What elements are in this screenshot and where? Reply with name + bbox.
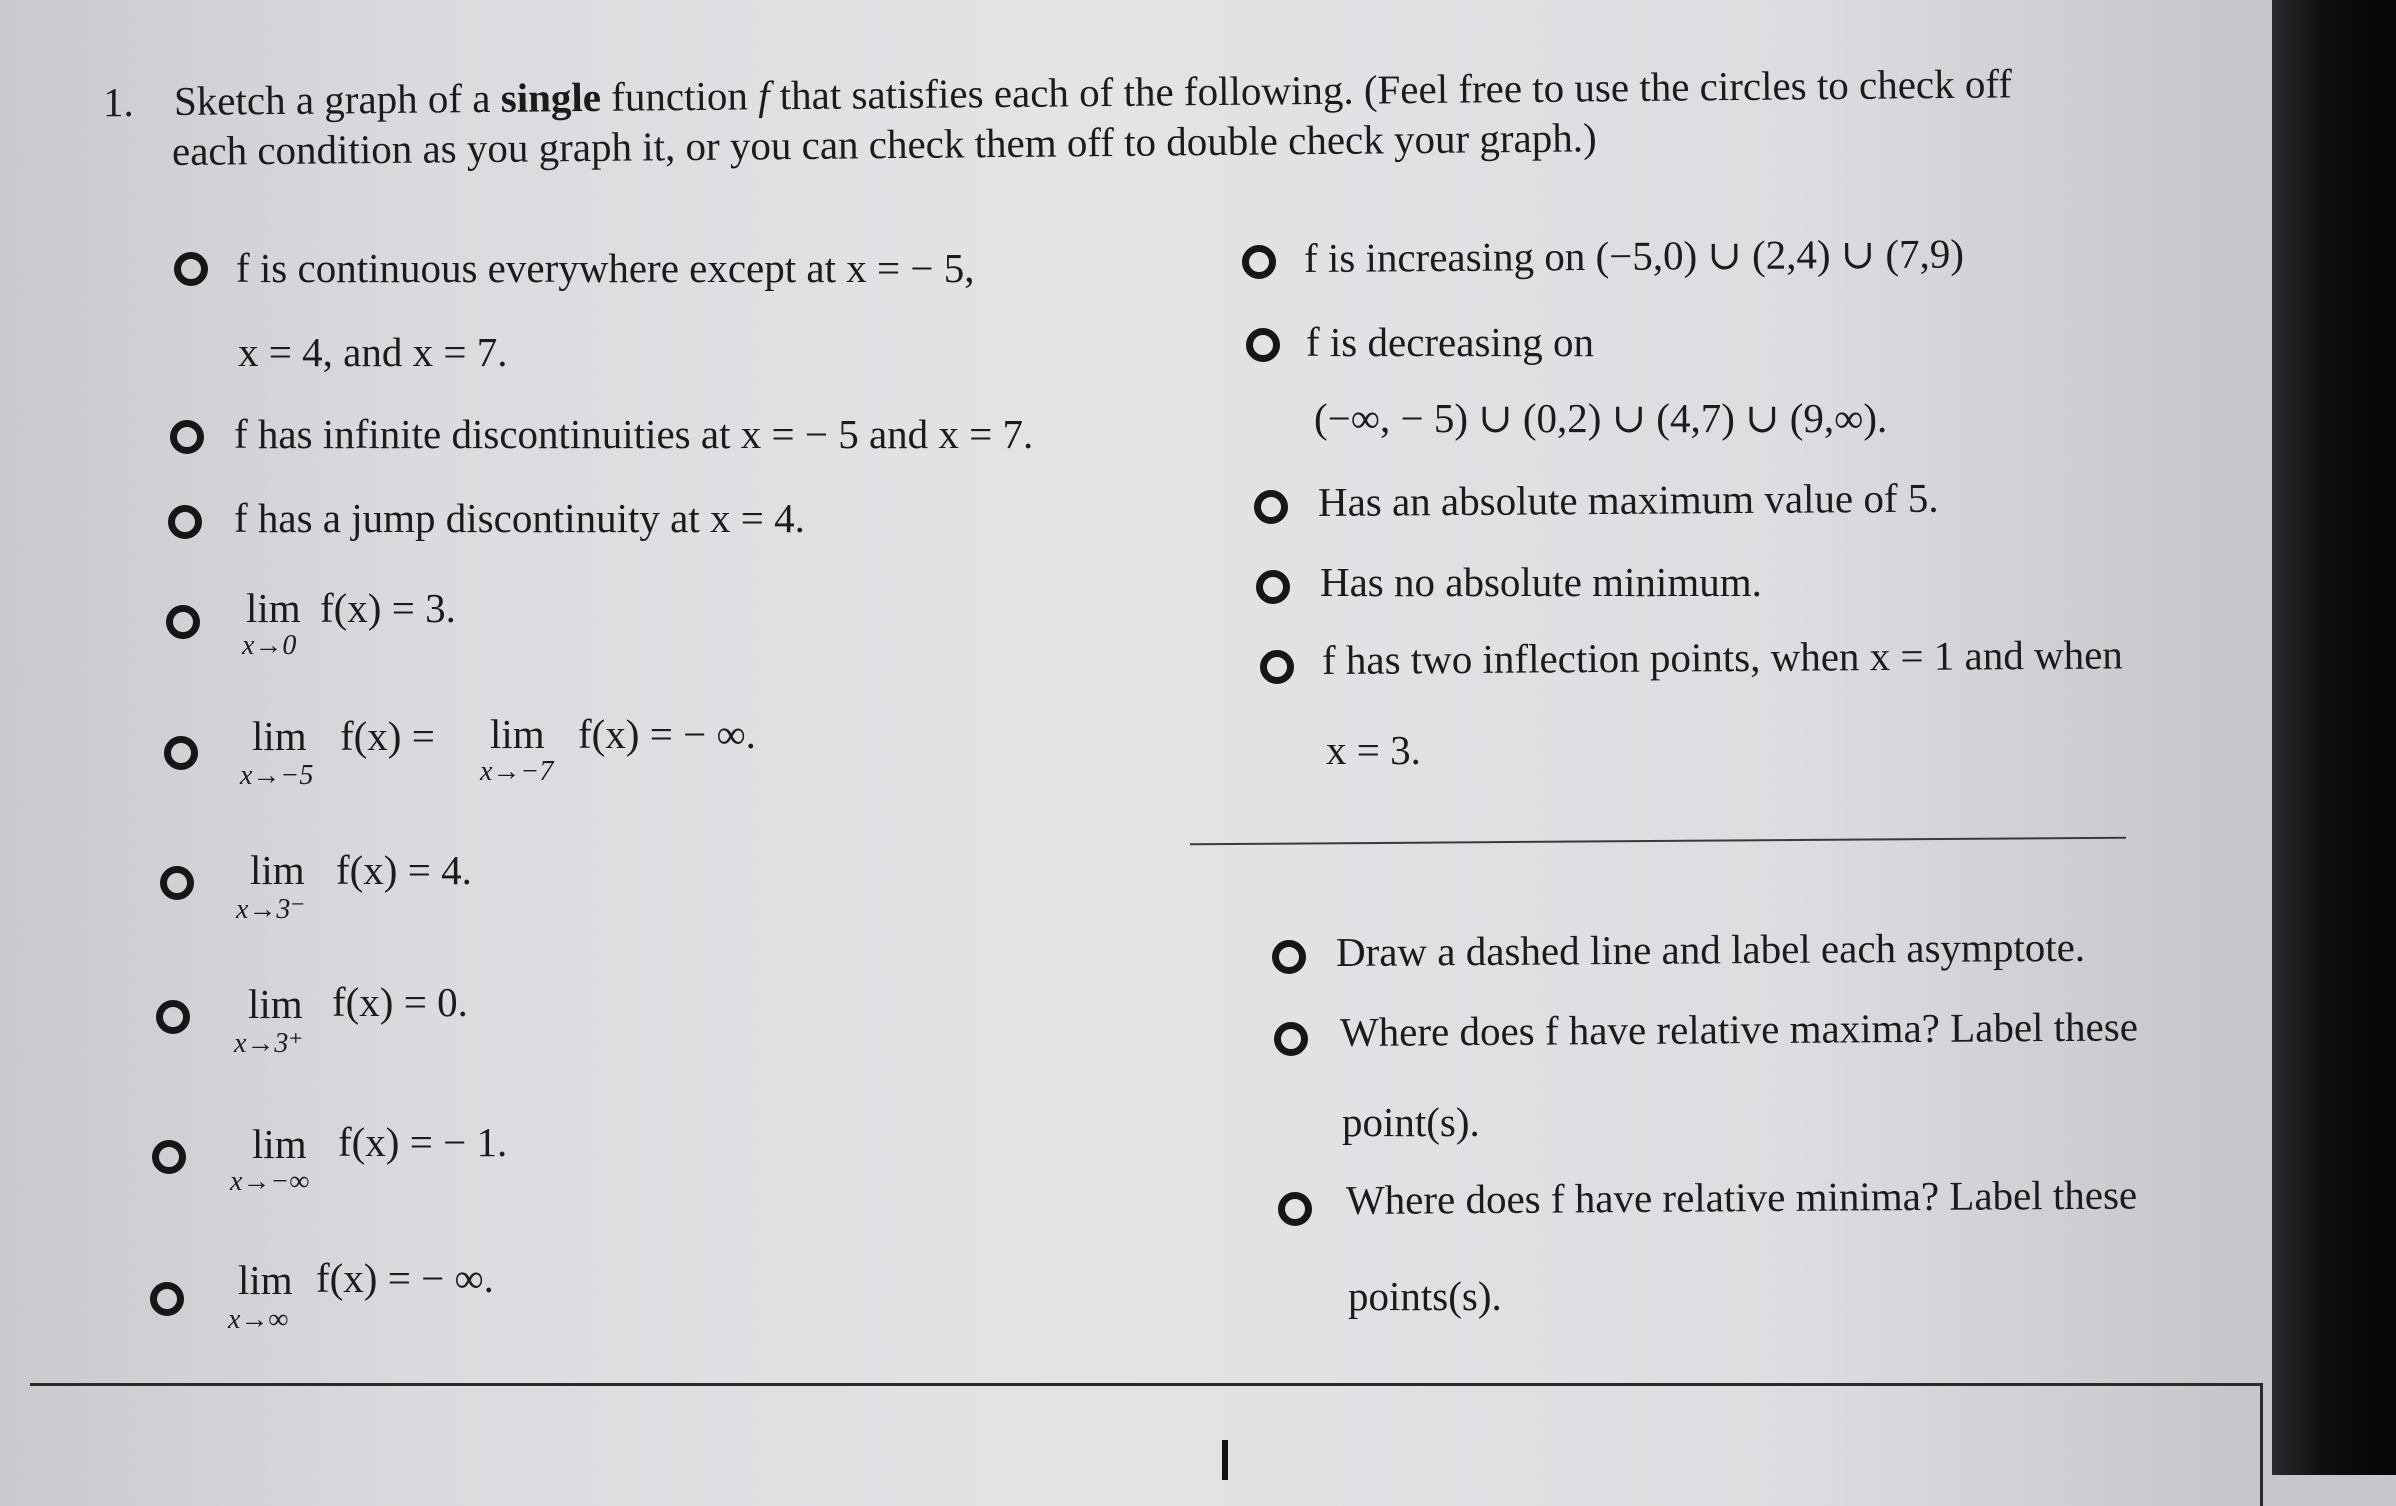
cond-no-abs-min: Has no absolute minimum. [1320, 559, 1762, 605]
check-circle-asymptotes[interactable] [1272, 940, 1306, 974]
limit-word: lim [238, 1257, 293, 1303]
cond-decreasing-line2: (−∞, − 5) ∪ (0,2) ∪ (4,7) ∪ (9,∞). [1314, 395, 1888, 441]
limit-word: lim [248, 981, 303, 1027]
limit-expression: f(x) = 3. [320, 585, 456, 631]
limit-word: lim [246, 585, 301, 631]
check-circle-infinite-disc[interactable] [170, 420, 204, 454]
graph-axis-tick [1222, 1440, 1228, 1480]
check-circle-no-abs-min[interactable] [1256, 570, 1290, 604]
prompt-text-a: Sketch a graph of a [173, 74, 501, 124]
cond-continuous-line2: x = 4, and x = 7. [238, 329, 508, 375]
limit-word: lim [252, 713, 307, 759]
limit-word: lim [252, 1121, 307, 1167]
cond-inflection-line1: f has two inflection points, when x = 1 and when [1321, 631, 2123, 683]
cond-decreasing-line1: f is decreasing on [1306, 319, 1595, 365]
cond-jump-disc: f has a jump discontinuity at x = 4. [234, 495, 805, 541]
question-prompt-line1 [174, 58, 2012, 126]
check-circle-increasing[interactable] [1242, 245, 1276, 279]
check-circle-rel-max[interactable] [1274, 1022, 1308, 1056]
graph-area-border [30, 1383, 2263, 1506]
check-circle-limit-3-minus[interactable] [160, 866, 194, 900]
prompt-text-c: that satisfies each of the following. (Feel free to use the circles to check off [769, 60, 2013, 119]
cond-asymptotes: Draw a dashed line and label each asymptote. [1335, 923, 2086, 975]
check-circle-jump-disc[interactable] [168, 505, 202, 539]
cond-continuous-line1: f is continuous everywhere except at x = − 5, [236, 245, 975, 291]
check-circle-abs-max[interactable] [1254, 490, 1288, 524]
limit-word: lim [250, 847, 305, 893]
limit-expression: f(x) = − ∞. [316, 1255, 494, 1301]
cond-increasing: f is increasing on (−5,0) ∪ (2,4) ∪ (7,9) [1303, 230, 1965, 281]
limit-subscript: x→−∞ [230, 1166, 310, 1197]
check-circle-limit-pos-inf[interactable] [150, 1282, 184, 1316]
cond-inflection-line2: x = 3. [1326, 727, 1421, 773]
cond-infinite-disc: f has infinite discontinuities at x = − 5 and x = 7. [234, 411, 1034, 457]
limit-subscript: x→0 [242, 630, 297, 661]
question-number: 1. [103, 79, 134, 125]
limit-word: lim [490, 711, 545, 757]
prompt-text-b: function [600, 72, 759, 120]
check-circle-limit-0[interactable] [166, 605, 200, 639]
check-circle-limit-3-plus[interactable] [156, 1000, 190, 1034]
limit-expression: f(x) = 0. [332, 979, 468, 1025]
check-circle-decreasing[interactable] [1246, 328, 1280, 362]
check-circle-inflection[interactable] [1260, 650, 1294, 684]
divider-line [1190, 837, 2126, 846]
limit-subscript: x→3⁺ [234, 1028, 304, 1059]
check-circle-continuous[interactable] [174, 252, 208, 286]
limit-subscript: x→−7 [480, 756, 554, 787]
limit-subscript: x→−5 [240, 760, 314, 791]
background-edge [2272, 0, 2396, 1475]
check-circle-limit-neg-inf[interactable] [152, 1140, 186, 1174]
limit-expression: f(x) = − ∞. [578, 711, 756, 757]
cond-abs-max: Has an absolute maximum value of 5. [1317, 474, 1939, 525]
question-prompt-line2: each condition as you graph it, or you can check them off to double check your graph.) [171, 114, 1597, 174]
limit-subscript: x→3⁻ [236, 894, 306, 925]
limit-expression: f(x) = 4. [336, 847, 472, 893]
prompt-f: f [757, 72, 770, 119]
check-circle-limit-neg5-neg7[interactable] [164, 736, 198, 770]
prompt-bold-single: single [500, 73, 602, 121]
check-circle-rel-min[interactable] [1278, 1192, 1312, 1226]
cond-rel-min-line2: points(s). [1348, 1273, 1502, 1319]
cond-rel-max-line1: Where does f have relative maxima? Label these [1339, 1003, 2139, 1055]
limit-expression: f(x) = − 1. [338, 1119, 508, 1165]
cond-rel-min-line1: Where does f have relative minima? Label these [1345, 1171, 2138, 1223]
limit-expression: f(x) = [340, 713, 435, 759]
cond-rel-max-line2: point(s). [1342, 1099, 1480, 1145]
limit-subscript: x→∞ [228, 1304, 289, 1335]
